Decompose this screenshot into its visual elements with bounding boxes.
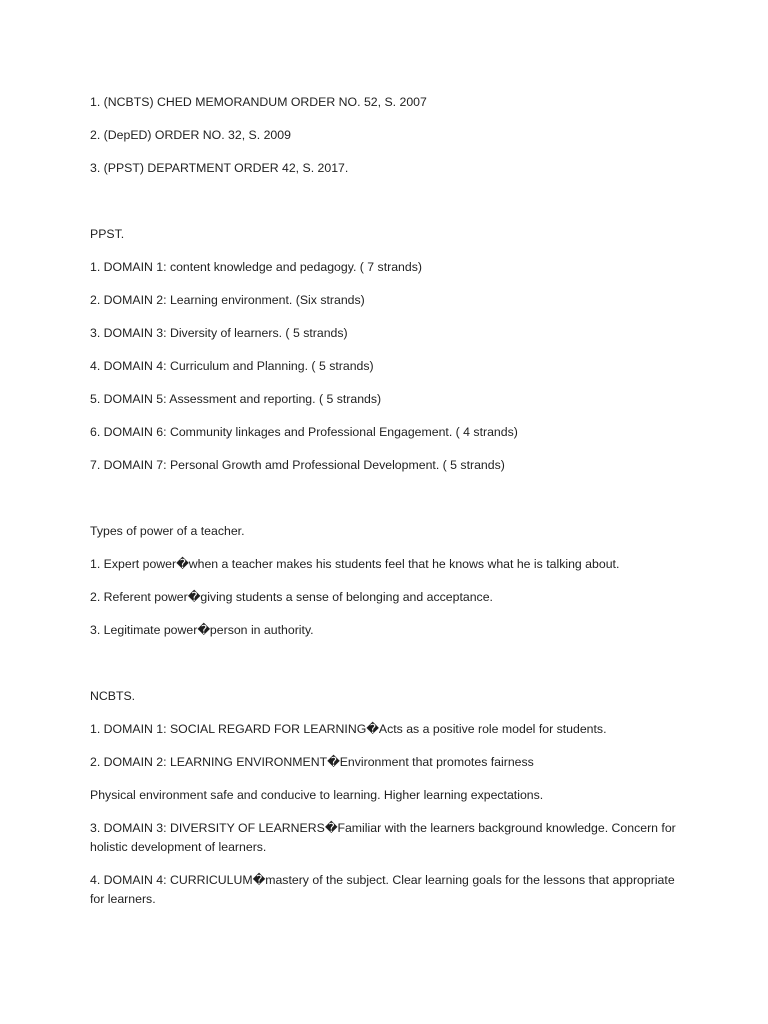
ppst-domain-item: 3. DOMAIN 3: Diversity of learners. ( 5 strands) bbox=[90, 326, 348, 340]
reference-item: 3. (PPST) DEPARTMENT ORDER 42, S. 2017. bbox=[90, 161, 349, 175]
ncbts-domain-item: 1. DOMAIN 1: SOCIAL REGARD FOR LEARNING�Acts as a positive role model for students. bbox=[90, 722, 607, 736]
reference-item: 1. (NCBTS) CHED MEMORANDUM ORDER NO. 52, S. 2007 bbox=[90, 95, 427, 109]
ncbts-heading: NCBTS. bbox=[90, 689, 136, 703]
spacer bbox=[90, 654, 680, 687]
ncbts-domain-item: 2. DOMAIN 2: LEARNING ENVIRONMENT�Environment that promotes fairness bbox=[90, 755, 534, 769]
teacher-power-item: 3. Legitimate power�person in authority. bbox=[90, 623, 314, 637]
ncbts-domain-item: 4. DOMAIN 4: CURRICULUM�mastery of the subject. Clear learning goals for the lessons that appropriate for learners. bbox=[90, 873, 675, 906]
ncbts-section bbox=[90, 687, 680, 909]
ncbts-domain-item: 3. DOMAIN 3: DIVERSITY OF LEARNERS�Familiar with the learners background knowledge. Concern for holistic development of learners. bbox=[90, 821, 676, 854]
teacher-power-heading: Types of power of a teacher. bbox=[90, 524, 245, 538]
ppst-domain-item: 2. DOMAIN 2: Learning environment. (Six strands) bbox=[90, 293, 365, 307]
ppst-domain-item: 5. DOMAIN 5: Assessment and reporting. ( 5 strands) bbox=[90, 392, 382, 406]
ppst-domain-item: 7. DOMAIN 7: Personal Growth amd Professional Development. ( 5 strands) bbox=[90, 458, 505, 472]
teacher-power-item: 2. Referent power�giving students a sense of belonging and acceptance. bbox=[90, 590, 493, 604]
document-body bbox=[90, 93, 680, 923]
ppst-heading: PPST. bbox=[90, 227, 125, 241]
teacher-power-item: 1. Expert power�when a teacher makes his students feel that he knows what he is talking about. bbox=[90, 557, 620, 571]
spacer bbox=[90, 489, 680, 522]
ncbts-domain-item: Physical environment safe and conducive to learning. Higher learning expectations. bbox=[90, 788, 544, 802]
ppst-section bbox=[90, 225, 680, 475]
ppst-domain-item: 6. DOMAIN 6: Community linkages and Professional Engagement. ( 4 strands) bbox=[90, 425, 518, 439]
reference-item: 2. (DepED) ORDER NO. 32, S. 2009 bbox=[90, 128, 291, 142]
spacer bbox=[90, 192, 680, 225]
references-section bbox=[90, 93, 680, 178]
ppst-domain-item: 1. DOMAIN 1: content knowledge and pedagogy. ( 7 strands) bbox=[90, 260, 422, 274]
teacher-power-section bbox=[90, 522, 680, 640]
ppst-domain-item: 4. DOMAIN 4: Curriculum and Planning. ( 5 strands) bbox=[90, 359, 374, 373]
